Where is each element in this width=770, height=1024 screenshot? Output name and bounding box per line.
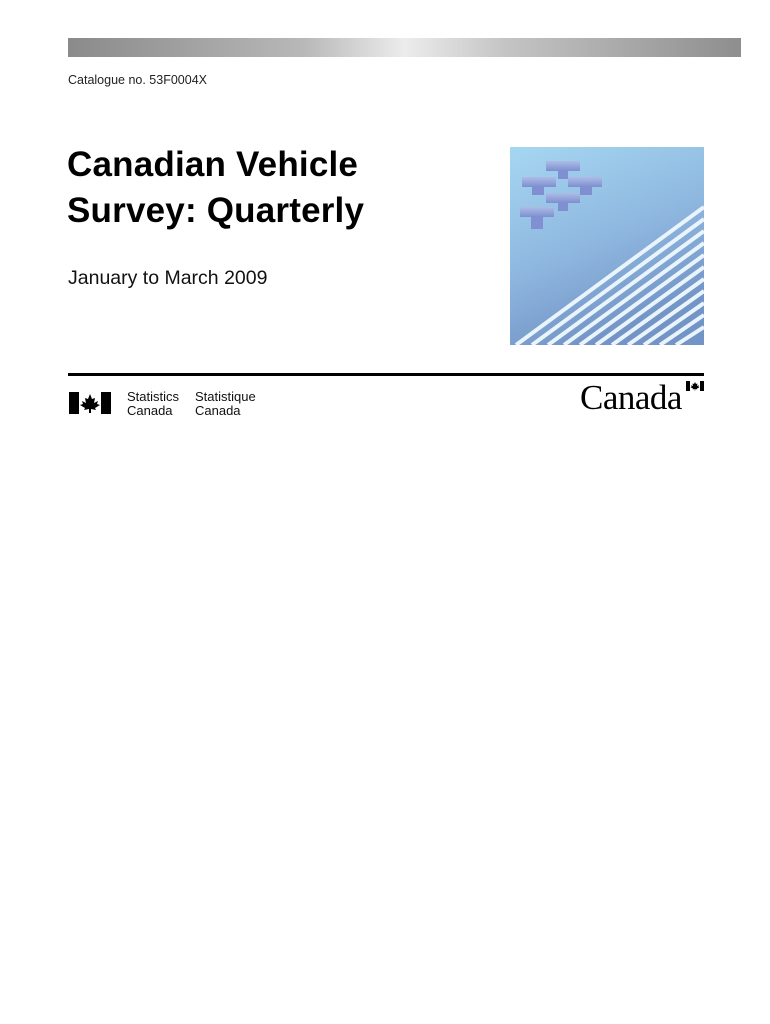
agency-fr-line-2: Canada [195,403,241,418]
canada-wordmark-flag-icon [686,381,704,391]
agency-name-english [127,390,179,418]
agency-fr-line-1: Statistique [195,389,256,404]
canada-wordmark-text: Canada [580,378,682,417]
document-title [67,142,487,234]
cover-graphic [510,147,704,345]
canada-wordmark [580,376,706,420]
agency-en-line-1: Statistics [127,389,180,404]
agency-name-french [195,390,256,418]
catalogue-number: Catalogue no. 53F0004X [68,73,207,87]
document-period: January to March 2009 [68,267,268,289]
maple-leaf-flag-icon [69,392,111,414]
title-line-1: Canadian Vehicle [67,145,359,184]
agency-en-line-2: Canada [127,403,173,418]
title-line-2: Survey: Quarterly [67,191,365,230]
header-bar [68,38,741,57]
